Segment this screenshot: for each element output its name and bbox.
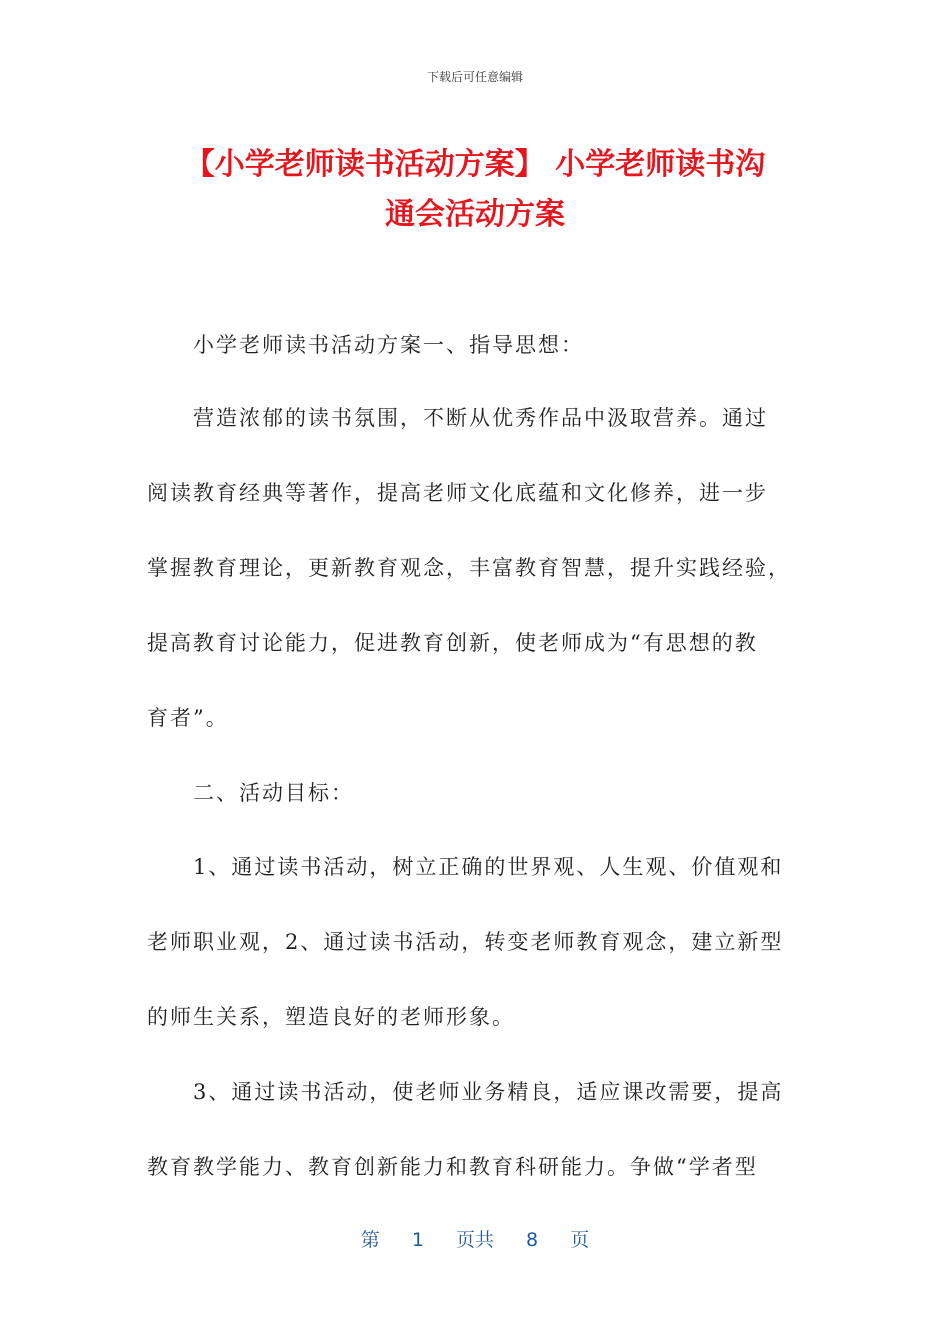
footer-label-page: 第 [360,1229,380,1251]
title-line-1: 【小学老师读书活动方案】 小学老师读书沟 [184,147,766,182]
paragraph-line: 阅读教育经典等著作，提高老师文化底蕴和文化修养，进一步 [147,481,768,505]
paragraph-line: 育者”。 [147,706,229,730]
footer-label-total: 页共 [455,1229,494,1251]
paragraph-line: 老师职业观，2、通过读书活动，转变老师教育观念，建立新型 [147,930,784,954]
paragraph-line: 小学老师读书活动方案一、指导思想： [193,333,584,357]
paragraph-line: 提高教育讨论能力，促进教育创新，使老师成为“有思想的教 [147,631,758,655]
document-title [120,140,830,240]
page-header-note: 下载后可任意编辑 [426,70,523,84]
paragraph-line: 二、活动目标： [193,781,354,805]
paragraph-line: 1、通过读书活动，树立正确的世界观、人生观、价值观和 [193,855,784,879]
paragraph-line: 营造浓郁的读书氛围，不断从优秀作品中汲取营养。通过 [193,406,768,430]
paragraph-line: 教育教学能力、教育创新能力和教育科研能力。争做“学者型 [147,1155,758,1179]
paragraph-line: 的师生关系，塑造良好的老师形象。 [147,1005,515,1029]
footer-total-pages: 8 [526,1229,539,1251]
paragraph-line: 3、通过读书活动，使老师业务精良，适应课改需要，提高 [193,1080,784,1104]
page-number-footer [0,1225,950,1252]
footer-current-page: 1 [411,1229,424,1251]
title-line-2: 通会活动方案 [385,197,565,232]
paragraph-line: 掌握教育理论，更新教育观念，丰富教育智慧，提升实践经验， [147,556,791,580]
footer-label-end: 页 [570,1229,590,1251]
